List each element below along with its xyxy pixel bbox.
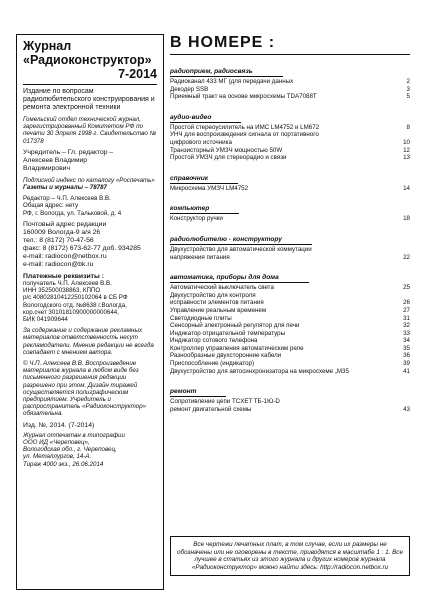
contents-entry[interactable]	[170, 307, 410, 315]
contents-entry[interactable]	[170, 292, 410, 300]
email-line: e-mail: radiocon@bk.ru	[23, 260, 94, 268]
entry-title: исправности элементов питания	[170, 299, 264, 307]
entry-title: Простой УМЗЧ для стереорадио и связи	[170, 154, 287, 162]
contents-entry[interactable]	[170, 406, 410, 414]
section-heading: ремонт	[170, 388, 226, 397]
section-heading: автоматика, приборы для дома	[170, 274, 309, 283]
entry-page: 3	[406, 85, 410, 93]
entry-page: 26	[403, 299, 410, 307]
entry-page: 2	[406, 78, 410, 85]
entry-page: 41	[403, 367, 410, 375]
contents-section	[170, 197, 410, 223]
entry-page: 27	[403, 306, 410, 314]
entry-page: 14	[403, 184, 410, 192]
contents-section	[170, 167, 410, 193]
founder-line: Учредитель – Гл. редактор –	[23, 148, 114, 156]
entry-page: 13	[403, 154, 410, 162]
entry-title: напряжения питания	[170, 253, 230, 261]
address-line: факс: 8 (8172) 673-62-77 доб. 934285	[23, 244, 141, 252]
entry-title: Приспособление (индикатор)	[170, 360, 255, 368]
divider	[23, 84, 157, 85]
payment-line: Вологодского отд. №8638 г.Вологда,	[23, 301, 127, 309]
entry-page: 33	[403, 329, 410, 337]
entry-title: Конструктор ручки	[170, 215, 223, 223]
entry-page: 25	[403, 284, 410, 292]
section-heading: аудио-видео	[170, 114, 241, 123]
payment-line: ИНН 352500038863, КППО	[23, 287, 101, 295]
entry-page: 32	[403, 322, 410, 330]
contents-entry[interactable]	[170, 215, 410, 223]
contents-entry[interactable]	[170, 154, 410, 162]
editorial-note: За содержание и содержание рекламных материалов ответственность несут рекламодатели. Мнение редакции не всегда совпадает с мнением автора.	[23, 327, 154, 356]
staff	[23, 195, 157, 217]
masthead-column	[16, 34, 164, 590]
contents-entry[interactable]	[170, 368, 410, 376]
catalog-name: Газеты и журналы – 78787	[23, 184, 108, 192]
payment-details	[23, 273, 157, 323]
payment-line: получатель Ч.П. Алексеев В.В.	[23, 280, 112, 288]
contents-entry[interactable]	[170, 337, 410, 345]
entry-title: Контроллер управления автоматическим реле	[170, 344, 304, 352]
entry-title: Управление реальным временем	[170, 306, 267, 314]
journal-name: «Радиоконструктор»	[23, 53, 152, 67]
entry-title: Сенсорный электронный регулятор для печи	[170, 322, 300, 330]
entry-page: 36	[403, 352, 410, 360]
entry-title: Декодер SSB	[170, 85, 209, 93]
issue-info: Изд. №, 2014. (7-2014)	[23, 421, 95, 429]
contents-entry[interactable]	[170, 330, 410, 338]
contents-entry[interactable]	[170, 352, 410, 360]
contents-section	[170, 106, 410, 162]
contents-entry[interactable]	[170, 185, 410, 193]
contents-entry[interactable]	[170, 322, 410, 330]
journal-title-line1: Журнал	[23, 39, 72, 53]
contents-entry[interactable]	[170, 131, 410, 139]
entry-title: Простой стереоусилитель на ИМС LM4752 и LM672	[170, 123, 320, 131]
entry-title: Двухустройство для контроля	[170, 291, 256, 299]
print-line: Журнал отпечатан в типографии	[23, 431, 125, 439]
entry-title: Приемный тракт на основе микросхемы TDA7088T	[170, 93, 317, 101]
contents-section	[170, 228, 410, 261]
contents-section	[170, 380, 410, 413]
founder-line: Алексеев Владимир	[23, 156, 88, 164]
contents-entry[interactable]	[170, 124, 410, 132]
footnote-box: Все чертежи печатных плат, в том случае, если их размеры не обозначены или не оговорены в тексте, приводятся в масштабе 1 : 1. Все лучшее в статьях из этого журнала и других номеров журнала «Радиоконструктор» можно найти здесь: http://radiocon.netbox.ru	[170, 536, 410, 576]
entry-page: 10	[403, 138, 410, 146]
entry-page: 22	[403, 253, 410, 261]
entry-title: цифрового источника	[170, 138, 232, 146]
contents-header: В НОМЕРЕ :	[170, 34, 410, 55]
contents-entry[interactable]	[170, 246, 410, 254]
address-line: 160009 Вологда-9 а/я 26	[23, 228, 101, 236]
catalog-intro: Подписной индекс по каталогу «Роспечать»	[23, 176, 155, 184]
entry-title: Двухустройство для автосинхронизатора на микросхеме „М35	[170, 367, 349, 375]
entry-page: 8	[406, 123, 410, 131]
entry-title: УНЧ для воспроизведения сигнала от портативного	[170, 131, 319, 139]
contents-entry[interactable]	[170, 147, 410, 155]
founder	[23, 149, 157, 173]
print-line: Вологодская обл., г. Череповец,	[23, 446, 117, 454]
entry-page: 34	[403, 337, 410, 345]
entry-title: Индикатор сотового телефона	[170, 337, 258, 345]
journal-title-line2	[23, 53, 157, 67]
copyright-note: © Ч.П. Алексеев В.В. Воспроизведение материалов журнала в любом виде без письменного разрешения редакции разрешено при этом. Дизайн тиражей осуществляется полиграфическим предприятием. Учредитель и распространитель «Радиоконструктор» обязательна.	[23, 360, 147, 418]
entry-title: Микросхема УМЗЧ LM4752	[170, 184, 249, 192]
contents-section	[170, 266, 410, 375]
print-line: ООО ИД «Череповец»,	[23, 438, 90, 446]
address-line: тел.: 8 (8172) 70-47-56	[23, 236, 94, 244]
entry-title: ремонт двигательной схемы	[170, 405, 252, 413]
section-heading: радиоприем, радиосвязь	[170, 68, 283, 77]
section-heading: справочник	[170, 175, 238, 184]
address-line: Почтовый адрес редакции	[23, 220, 107, 228]
contents-list	[170, 60, 410, 413]
contents-entry[interactable]	[170, 398, 410, 406]
contents-entry[interactable]	[170, 78, 410, 86]
print-line: Тираж 4000 экз., 26.06.2014	[23, 460, 104, 468]
entry-title: Автоматический выключатель света	[170, 284, 274, 292]
contents-entry[interactable]	[170, 299, 410, 307]
print-line: ул. Металлургов, 14-А.	[23, 453, 92, 461]
issue-number: 7-2014	[118, 67, 157, 81]
section-heading: радиолюбителю - конструктору	[170, 236, 312, 245]
entry-title: Сопротивление цепи TCXET TБ-1Ю-D	[170, 398, 280, 406]
entry-page: 18	[403, 215, 410, 223]
journal-description: Издание по вопросам радиолюбительского конструирования и ремонта электронной техники	[23, 88, 155, 111]
contents-entry[interactable]	[170, 360, 410, 368]
email-line: e-mail: radiocon@netbox.ru	[23, 252, 107, 260]
contents-entry[interactable]	[170, 93, 410, 101]
contents-entry[interactable]	[170, 284, 410, 292]
entry-title: Двухустройство для автоматической коммутации	[170, 245, 312, 253]
founder-line: Владимирович	[23, 164, 71, 172]
contents-section	[170, 60, 410, 101]
staff-line: Общая адрес: нету	[23, 202, 79, 210]
entry-page: 39	[403, 360, 410, 368]
entry-title: Транзисторный УМЗЧ мощностью 50W	[170, 146, 283, 154]
entry-page: 43	[403, 405, 410, 413]
section-heading: компьютер	[170, 205, 239, 214]
contents-entry[interactable]	[170, 345, 410, 353]
print-info	[23, 432, 157, 468]
page	[16, 34, 410, 590]
payment-line: кор.счет 30101810900000000644,	[23, 308, 119, 316]
staff-line: Редактор – Ч.П. Алексеев В.В.	[23, 195, 111, 203]
postal-address	[23, 221, 157, 269]
contents-entry[interactable]	[170, 315, 410, 323]
contents-entry[interactable]	[170, 139, 410, 147]
staff-line: РФ, г. Вологда, ул. Тальковой, д. 4	[23, 209, 122, 217]
entry-title: Радиоканал 433 МГ (для передачи данных	[170, 78, 294, 85]
entry-page: 5	[406, 93, 410, 101]
contents-entry[interactable]	[170, 86, 410, 94]
contents-entry[interactable]	[170, 254, 410, 262]
entry-page: 35	[403, 344, 410, 352]
registration-info: Гомельский отдел технической журнал, зарегистрированный Комитетом РФ по печати 30 Эпреля 1998 г. Свидетельство № 017378	[23, 116, 157, 145]
entry-title: Индикатор отрицательной температуры	[170, 329, 286, 337]
entry-title: Светодиодные плиты	[170, 314, 232, 322]
payment-line: Платежные реквизиты :	[23, 272, 104, 280]
payment-line: р/с 40802810412250102064 в СБ РФ	[23, 294, 128, 302]
entry-page: 12	[403, 146, 410, 154]
entry-page: 31	[403, 314, 410, 322]
entry-title: Разнообразные двухсторонние кабели	[170, 352, 282, 360]
contents-column	[170, 34, 410, 590]
payment-line: БИК 041909644	[23, 316, 68, 324]
